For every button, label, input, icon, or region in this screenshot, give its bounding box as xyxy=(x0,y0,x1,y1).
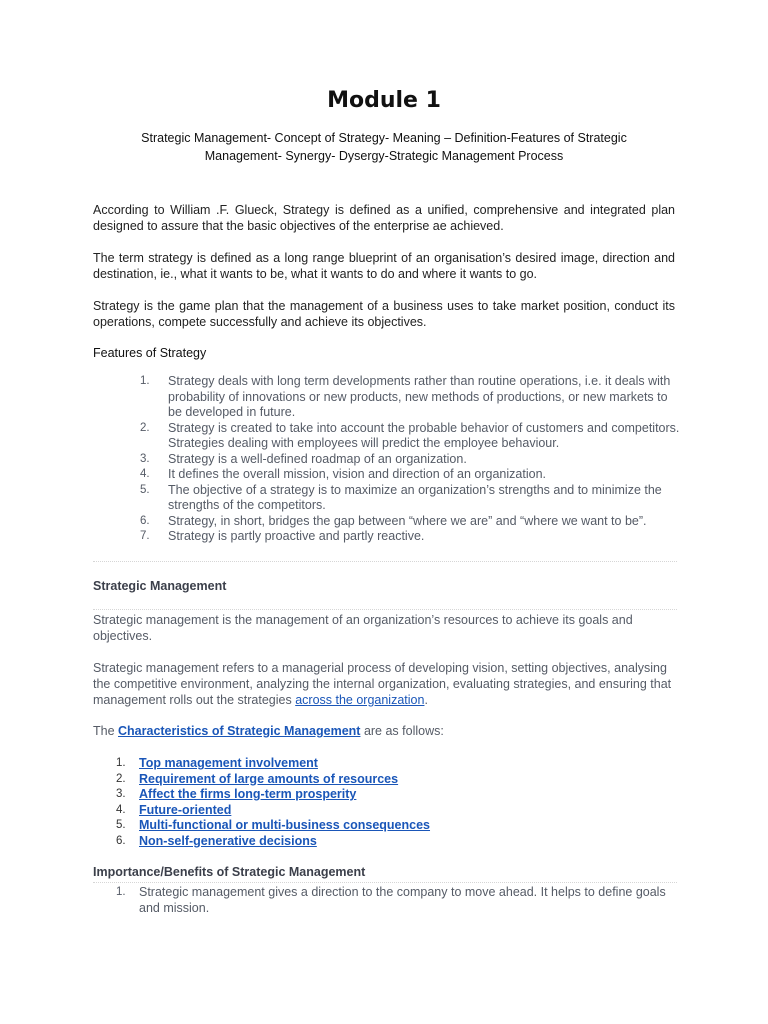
paragraph-definition-blueprint: The term strategy is defined as a long range blueprint of an organisation’s desired image, direction and destination, ie., what it wants to be, what it wants to do and where it wants to go. xyxy=(93,251,675,281)
across-organization-link[interactable]: across the organization xyxy=(295,693,425,707)
page-subtitle xyxy=(110,129,658,165)
paragraph-sm-process: Strategic management refers to a managerial process of developing vision, setting objectives, analysing the competitive environment, analyzing the internal organization, evaluating strategies, and ensuring that management rolls out the strategies across the organization. xyxy=(93,661,672,707)
list-item: 1. Strategic management gives a direction to the company to move ahead. It helps to define goals and mission. xyxy=(116,885,666,915)
list-item: 3. Strategy is a well-defined roadmap of an organization. xyxy=(140,451,467,466)
divider xyxy=(93,882,677,883)
characteristic-link[interactable]: Multi-functional or multi-business consequences xyxy=(139,818,431,833)
characteristics-intro: The Characteristics of Strategic Management are as follows: xyxy=(93,724,444,738)
characteristics-link[interactable]: Characteristics of Strategic Management xyxy=(118,724,361,738)
list-item: 3. Affect the firms long-term prosperity xyxy=(116,787,357,802)
features-list xyxy=(140,374,680,545)
benefits-heading: Importance/Benefits of Strategic Management xyxy=(93,865,366,879)
characteristic-link[interactable]: Requirement of large amounts of resources xyxy=(139,771,399,786)
list-item: 1. Strategy deals with long term developments rather than routine operations, i.e. it deals with probability of innovations or new products, new methods of productions, or new markets to be developed in future. xyxy=(140,374,671,419)
characteristic-link[interactable]: Top management involvement xyxy=(139,756,318,770)
list-item: 5. Multi-functional or multi-business consequences xyxy=(116,818,431,833)
list-item: 2. Requirement of large amounts of resources xyxy=(116,771,399,786)
page-title: Module 1 xyxy=(327,88,441,113)
subtitle-line: Management- Synergy- Dysergy-Strategic Management Process xyxy=(204,149,564,163)
characteristic-link[interactable]: Affect the firms long-term prosperity xyxy=(139,787,357,802)
paragraph-definition-glueck: According to William .F. Glueck, Strategy is defined as a unified, comprehensive and integrated plan designed to assure that the basic objectives of the enterprise ae achieved. xyxy=(93,203,675,233)
characteristic-link[interactable]: Non-self-generative decisions xyxy=(139,833,317,848)
list-item: 4. Future-oriented xyxy=(116,802,232,817)
features-heading: Features of Strategy xyxy=(93,346,207,360)
list-item: 2. Strategy is created to take into account the probable behavior of customers and competitors. Strategies dealing with employees will predict the employee behaviour. xyxy=(140,420,680,450)
list-item: 6. Strategy, in short, bridges the gap between “where we are” and “where we want to be”. xyxy=(140,513,647,528)
list-item: 4. It defines the overall mission, vision and direction of an organization. xyxy=(140,467,546,481)
characteristic-link[interactable]: Future-oriented xyxy=(139,802,232,817)
list-item: 1. Top management involvement xyxy=(116,756,318,770)
list-item: 6. Non-self-generative decisions xyxy=(116,833,317,848)
strategic-management-heading: Strategic Management xyxy=(93,579,227,593)
characteristics-list xyxy=(116,756,430,850)
subtitle-line: Strategic Management- Concept of Strategy- Meaning – Definition-Features of Strategic xyxy=(141,131,627,145)
paragraph-definition-game-plan: Strategy is the game plan that the management of a business uses to take market position, conduct its operations, compete successfully and achieve its objectives. xyxy=(93,299,675,329)
paragraph-sm-definition: Strategic management is the management of an organization’s resources to achieve its goals and objectives. xyxy=(93,613,633,643)
list-item: 7. Strategy is partly proactive and partly reactive. xyxy=(140,529,425,543)
benefits-list xyxy=(116,885,676,916)
divider xyxy=(93,561,677,562)
divider xyxy=(93,609,677,610)
list-item: 5. The objective of a strategy is to maximize an organization’s strengths and to minimize the strengths of the competitors. xyxy=(140,482,662,512)
